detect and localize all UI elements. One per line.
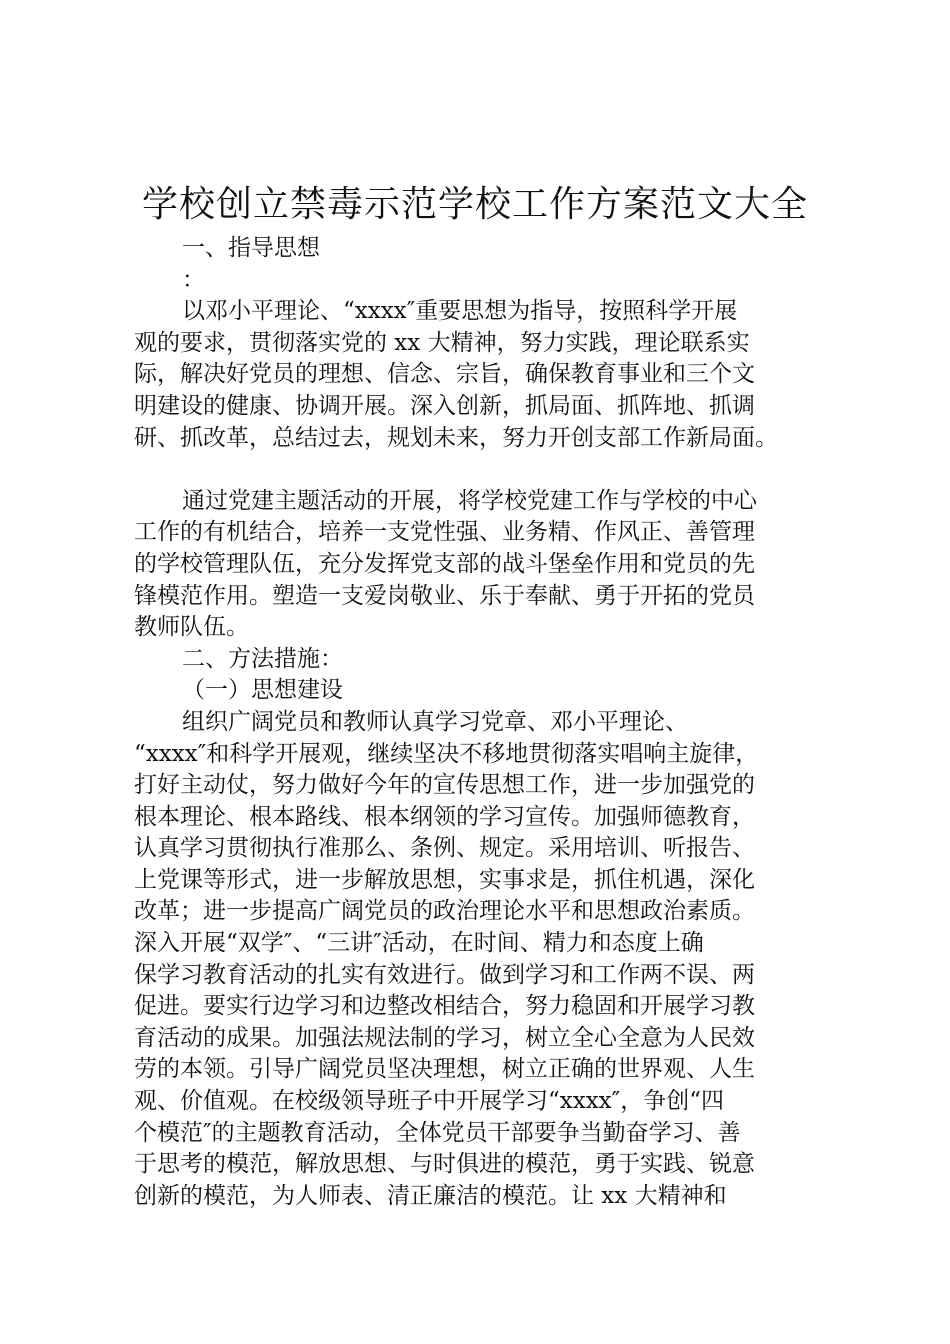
paragraph-line: 于思考的模范，解放思想、与时俱进的模范，勇于实践、锐意 [134,1151,755,1178]
paragraph-line: 根本理论、根本路线、根本纲领的学习宣传。加强师德教育， [134,803,755,830]
paragraph-line: 通过党建主题活动的开展，将学校党建工作与学校的中心 [182,487,757,514]
paragraph-line: 以邓小平理论、“xxxx″重要思想为指导，按照科学开展 [182,298,738,325]
paragraph-line: 锋模范作用。塑造一支爱岗敬业、乐于奉献、勇于开拓的党员 [134,582,755,609]
section-heading-methods: 二、方法措施： [182,645,343,672]
paragraph-line: 保学习教育活动的扎实有效进行。做到学习和工作两不误、两 [134,961,755,988]
paragraph-line: 育活动的成果。加强法规法制的学习，树立全心全意为人民效 [134,1024,755,1051]
paragraph-line: 教师队伍。 [134,614,249,641]
paragraph-line: 深入开展“双学″、“三讲″活动，在时间、精力和态度上确 [134,930,704,957]
paragraph-line: 的学校管理队伍，充分发挥党支部的战斗堡垒作用和党员的先 [134,550,755,577]
subsection-heading-ideology: （一）思想建设 [182,677,343,704]
paragraph-line: 认真学习贯彻执行准那么、条例、规定。采用培训、听报告、 [134,835,755,862]
paragraph-line: 劳的本领。引导广阔党员坚决理想，树立正确的世界观、人生 [134,1056,755,1083]
paragraph-line: 打好主动仗，努力做好今年的宣传思想工作，进一步加强党的 [134,772,755,799]
paragraph-line: 际，解决好党员的理想、信念、宗旨，确保教育事业和三个文 [134,361,755,388]
section-heading-guiding-thought: 一、指导思想 [182,235,320,261]
paragraph-line: “xxxx″和科学开展观，继续坚决不移地贯彻落实唱响主旋律， [134,740,759,767]
paragraph-line: 观的要求，贯彻落实党的 xx 大精神，努力实践，理论联系实 [134,329,750,356]
paragraph-line: 观、价值观。在校级领导班子中开展学习“xxxx″，争创“四 [134,1088,724,1115]
paragraph-line: 工作的有机结合，培养一支党性强、业务精、作风正、善管理 [134,519,755,546]
paragraph-line: 创新的模范，为人师表、清正廉洁的模范。让 xx 大精神和 [134,1182,727,1209]
paragraph-gap [134,454,834,486]
paragraph-line: 明建设的健康、协调开展。深入创新，抓局面、抓阵地、抓调 [134,392,755,419]
paragraph-line: 促进。要实行边学习和边整改相结合，努力稳固和开展学习教 [134,993,755,1020]
paragraph-line: 研、抓改革，总结过去，规划未来，努力开创支部工作新局面。 [134,424,778,451]
paragraph-line: 上党课等形式，进一步解放思想，实事求是，抓住机遇，深化 [134,866,755,893]
text-line: ： [182,266,205,293]
document-title: 学校创立禁毒示范学校工作方案范文大全 [141,184,808,225]
paragraph-line: 改革；进一步提高广阔党员的政治理论水平和思想政治素质。 [134,898,755,925]
paragraph-line: 组织广阔党员和教师认真学习党章、邓小平理论、 [182,708,688,735]
paragraph-line: 个模范″的主题教育活动，全体党员干部要争当勤奋学习、善 [134,1119,741,1146]
document-body [134,233,834,1212]
